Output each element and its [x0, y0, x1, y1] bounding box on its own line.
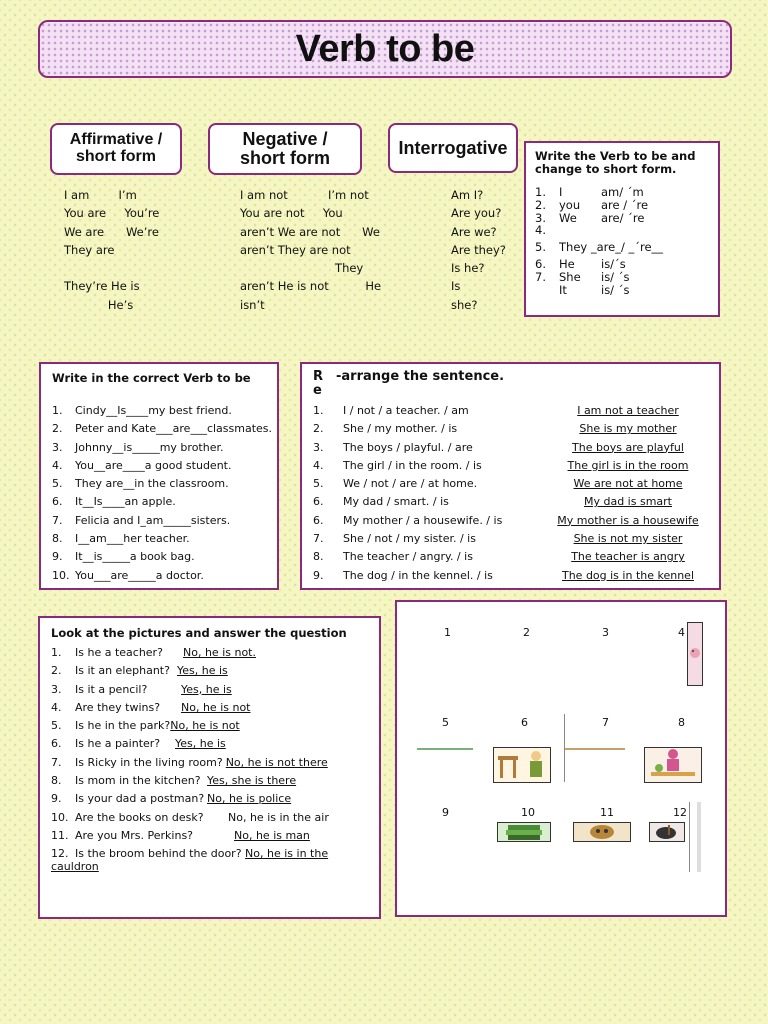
item-answer: is/ ´s	[601, 269, 630, 284]
list-item	[51, 717, 371, 735]
negative-line: isn’t	[240, 297, 265, 312]
picture-5-fragment	[417, 748, 473, 750]
item-answer: __Is____	[82, 495, 125, 509]
short-form-item	[535, 241, 663, 254]
item-answer: ___are___	[156, 422, 207, 436]
picture-questions-exercise	[38, 616, 381, 919]
police-icon	[574, 823, 630, 841]
list-item	[52, 493, 272, 511]
interrogative-label-box	[388, 123, 518, 173]
item-prompt: The teacher / angry. / is	[343, 550, 473, 564]
picture-number: 11	[600, 806, 614, 819]
item-answer: Yes, he is	[175, 737, 226, 751]
affirmative-line: He’s	[64, 297, 134, 312]
item-rest: sisters.	[190, 513, 231, 527]
item-number: 5.	[313, 477, 324, 491]
item-answer: The boys are playful	[572, 440, 684, 454]
picture-questions-list	[51, 644, 371, 873]
short-form-item	[535, 186, 663, 199]
item-question: Is he in the park?	[75, 719, 171, 733]
item-number: 3.	[51, 682, 62, 696]
kitchen-icon	[645, 748, 701, 782]
picture-books-thumbnail	[497, 822, 551, 842]
negative-label-box	[208, 123, 362, 175]
item-answer: No, he is not.	[183, 646, 256, 659]
list-item	[51, 845, 371, 873]
item-rest: in the classroom.	[134, 477, 229, 491]
item-rest: her teacher.	[123, 532, 190, 546]
item-number: 10.	[52, 568, 70, 582]
list-item	[52, 512, 272, 530]
interrogative-line: Is he?	[451, 261, 485, 276]
picture-number: 8	[678, 716, 685, 729]
affirmative-line: You are You’re	[64, 206, 160, 221]
short-form-list	[535, 186, 663, 296]
item-subject: I	[75, 532, 79, 546]
item-number: 9.	[51, 792, 62, 806]
item-subject: Felicia and I	[75, 513, 141, 527]
page-title: Verb to be	[295, 27, 475, 70]
item-number: 7.	[52, 513, 63, 527]
list-item	[313, 512, 713, 530]
item-number: 11.	[51, 828, 69, 842]
item-number: 12.	[51, 847, 69, 861]
list-item	[313, 475, 713, 493]
affirmative-label: Affirmative / short form	[69, 131, 163, 165]
item-answer: is/´s	[601, 256, 626, 271]
correct-verb-exercise	[39, 362, 279, 590]
item-number: 9.	[52, 550, 63, 564]
item-answer: No, he is not	[181, 700, 251, 714]
item-pronoun: It	[559, 282, 567, 297]
item-answer: No, he is not	[170, 719, 240, 733]
list-item	[313, 567, 713, 585]
picture-number: 2	[523, 626, 530, 639]
short-form-item	[535, 199, 663, 212]
picture-number: 1	[444, 626, 451, 639]
item-number: 5.	[51, 719, 62, 733]
item-number: 2.	[52, 422, 63, 436]
item-number: 5.	[535, 240, 546, 255]
picture-kitchen-thumbnail	[644, 747, 702, 783]
correct-verb-title: Write in the correct Verb to be	[52, 371, 251, 385]
item-number: 3.	[313, 440, 324, 454]
picture-12-fragment	[697, 802, 701, 872]
item-number: 4.	[51, 700, 62, 714]
picture-number: 12	[673, 806, 687, 819]
item-prompt: She / my mother. / is	[343, 422, 458, 436]
short-form-item	[535, 284, 663, 297]
item-subject: It	[75, 550, 83, 564]
rearrange-title-letters: R e	[313, 369, 324, 398]
item-answer: ___are_____	[93, 568, 156, 582]
list-item	[52, 402, 272, 420]
item-answer: The dog is in the kennel	[561, 568, 695, 582]
negative-line: I am not I’m not	[240, 188, 369, 202]
list-item	[313, 493, 713, 511]
item-answer: No, he is police	[207, 792, 292, 806]
item-number: 6.	[52, 495, 63, 509]
item-number: 4.	[52, 458, 63, 472]
rearrange-title: -arrange the sentence.	[336, 369, 505, 384]
list-item	[313, 530, 713, 548]
affirmative-list	[64, 186, 214, 314]
item-number: 4.	[313, 458, 324, 472]
affirmative-line: I am I’m	[64, 188, 137, 202]
item-answer: _am_____	[140, 513, 191, 527]
list-item	[52, 567, 272, 585]
item-answer: They _are_/ _´re__	[559, 240, 664, 255]
short-form-item	[535, 224, 663, 237]
picture-police-thumbnail	[573, 822, 631, 842]
item-prompt: My mother / a housewife. / is	[343, 513, 503, 527]
short-form-item	[535, 212, 663, 225]
list-item	[51, 644, 371, 662]
item-answer: Yes, he is	[177, 664, 228, 678]
list-item	[51, 827, 371, 845]
affirmative-line	[64, 259, 214, 277]
interrogative-line: Am I?	[451, 188, 484, 202]
item-prompt: We / not / are / at home.	[343, 477, 478, 491]
item-question: Is the broom behind the door?	[75, 847, 242, 861]
affirmative-line: They’re He is	[64, 279, 140, 294]
carpenter-icon	[494, 748, 550, 782]
interrogative-line: Is	[451, 279, 461, 294]
list-item	[52, 439, 272, 457]
item-number: 1.	[313, 404, 324, 417]
list-item	[52, 457, 272, 475]
item-answer: She is not my sister	[573, 532, 683, 546]
item-number: 6.	[313, 513, 324, 527]
interrogative-line: she?	[451, 297, 478, 312]
item-pronoun: I	[559, 185, 563, 199]
list-item	[52, 548, 272, 566]
item-answer: No, he is in the cauldron	[51, 847, 329, 873]
interrogative-label: Interrogative	[398, 137, 508, 158]
picture-cauldron-thumbnail	[649, 822, 685, 842]
picture-pig-thumbnail	[687, 622, 703, 686]
item-question: Is it an elephant?	[75, 664, 170, 678]
item-answer: The teacher is angry	[571, 550, 685, 564]
item-subject: Cindy	[75, 404, 107, 417]
item-answer: No, he is not there	[225, 755, 328, 769]
list-item	[51, 681, 371, 699]
item-answer: I am not a teacher	[577, 404, 679, 417]
item-answer: __is_____	[82, 550, 130, 564]
item-number: 7.	[313, 532, 324, 546]
picture-7-fragment	[565, 748, 625, 750]
list-item	[51, 699, 371, 717]
item-prompt: She / not / my sister. / is	[343, 532, 476, 546]
interrogative-list	[451, 186, 521, 314]
item-prompt: The dog / in the kennel. / is	[343, 568, 493, 582]
item-number: 10.	[51, 810, 69, 824]
item-number: 2.	[51, 664, 62, 678]
list-item	[51, 809, 371, 827]
item-question: Are the books on desk?	[75, 810, 204, 824]
item-answer: __Is____	[106, 404, 149, 417]
interrogative-line: Are you?	[451, 206, 502, 221]
item-rest: a good student.	[144, 458, 232, 472]
item-answer: __	[123, 477, 135, 491]
picture-number: 4	[678, 626, 685, 639]
item-number	[535, 284, 559, 297]
item-answer: She is my mother	[579, 422, 677, 436]
title-banner	[38, 20, 732, 78]
negative-line: aren’t We are not We	[240, 224, 380, 239]
negative-line: You are not You	[240, 206, 343, 221]
item-answer: No, he is in the air	[228, 810, 329, 824]
negative-label: Negative / short form	[240, 129, 330, 168]
item-answer: My mother is a housewife	[557, 513, 699, 527]
affirmative-line: They are	[64, 242, 115, 257]
picture-number: 7	[602, 716, 609, 729]
item-answer: am/ ´m	[601, 185, 644, 199]
list-item	[51, 662, 371, 680]
short-form-item	[535, 258, 663, 271]
item-number: 7.	[535, 269, 546, 284]
item-answer: __am___	[78, 532, 124, 546]
cauldron-icon	[650, 823, 684, 841]
pig-icon	[688, 623, 702, 685]
picture-number: 10	[521, 806, 535, 819]
negative-line: They	[240, 261, 364, 276]
interrogative-line: Are we?	[451, 224, 497, 239]
item-rest: classmates.	[206, 422, 273, 436]
item-number: 3.	[535, 210, 546, 225]
picture-number: 5	[442, 716, 449, 729]
item-number: 7.	[51, 755, 62, 769]
correct-verb-list	[52, 402, 272, 585]
list-item	[313, 402, 713, 420]
picture-12-divider	[689, 802, 690, 872]
interrogative-line: Are they?	[451, 242, 506, 257]
item-question: Is mom in the kitchen?	[75, 774, 201, 788]
list-item	[313, 457, 713, 475]
item-answer: __are____	[93, 458, 145, 472]
list-item	[52, 420, 272, 438]
short-form-item	[535, 271, 663, 284]
short-form-exercise	[524, 141, 720, 317]
item-answer: Yes, he is	[181, 682, 232, 696]
picture-grid	[395, 600, 727, 917]
picture-number: 9	[442, 806, 449, 819]
item-answer: We are not at home	[573, 477, 683, 491]
item-number: 2.	[535, 197, 546, 212]
item-number: 3.	[52, 440, 63, 454]
item-prompt: The boys / playful. / are	[343, 440, 473, 454]
item-pronoun: She	[559, 269, 581, 284]
item-rest: my best friend.	[148, 404, 232, 417]
item-subject: Peter and Kate	[75, 422, 157, 436]
negative-list	[240, 186, 440, 314]
item-prompt: I / not / a teacher. / am	[343, 404, 469, 417]
item-number: 5.	[52, 477, 63, 491]
item-subject: They are	[75, 477, 124, 491]
item-subject: Johnny	[75, 440, 113, 454]
item-answer: No, he is man	[234, 828, 310, 842]
item-subject: You	[75, 568, 94, 582]
item-question: Are they twins?	[75, 700, 161, 714]
item-subject: It	[75, 495, 83, 509]
item-rest: a book bag.	[129, 550, 195, 564]
list-item	[313, 548, 713, 566]
item-answer: are/ ´re	[601, 210, 645, 225]
item-number: 6.	[313, 495, 324, 509]
list-item	[51, 772, 371, 790]
item-number: 8.	[51, 774, 62, 788]
item-number: 1.	[52, 404, 63, 417]
item-pronoun: you	[559, 197, 581, 212]
item-question: Is Ricky in the living room?	[75, 755, 223, 769]
negative-line: aren’t He is not He	[240, 279, 382, 294]
list-item	[313, 439, 713, 457]
list-item	[51, 790, 371, 808]
item-number: 6.	[51, 737, 62, 751]
item-question: Are you Mrs. Perkins?	[75, 828, 194, 842]
picture-number: 6	[521, 716, 528, 729]
item-rest: my brother.	[159, 440, 224, 454]
item-number: 6.	[535, 256, 546, 271]
rearrange-exercise	[300, 362, 721, 590]
item-prompt: My dad / smart. / is	[343, 495, 449, 509]
item-subject: You	[75, 458, 94, 472]
item-number: 9.	[313, 568, 324, 582]
item-answer: are / ´re	[601, 197, 649, 212]
list-item	[52, 475, 272, 493]
item-question: Is he a teacher?	[75, 646, 163, 659]
list-item	[313, 420, 713, 438]
item-question: Is he a painter?	[75, 737, 161, 751]
item-prompt: The girl / in the room. / is	[343, 458, 482, 472]
item-answer: The girl is in the room	[567, 458, 689, 472]
item-answer: Yes, she is there	[207, 774, 297, 788]
item-answer: My dad is smart	[583, 495, 672, 509]
item-pronoun: He	[559, 256, 575, 271]
item-answer: is/ ´s	[601, 282, 630, 297]
item-number: 1.	[51, 646, 62, 659]
rearrange-list	[313, 402, 713, 585]
affirmative-label-box	[50, 123, 182, 175]
picture-grid-bottom-strip	[565, 902, 689, 914]
item-number: 1.	[535, 185, 546, 199]
item-number: 4.	[535, 223, 546, 238]
negative-line: aren’t They are not	[240, 242, 351, 257]
picture-carpenter-thumbnail	[493, 747, 551, 783]
item-answer: __is_____	[112, 440, 160, 454]
item-rest: an apple.	[124, 495, 176, 509]
item-rest: a doctor.	[155, 568, 204, 582]
books-icon	[498, 823, 550, 841]
item-number: 8.	[52, 532, 63, 546]
picture-number: 3	[602, 626, 609, 639]
short-form-title: Write the Verb to be and change to short form.	[535, 149, 696, 176]
item-pronoun: We	[559, 210, 577, 225]
affirmative-line: We are We’re	[64, 224, 159, 239]
item-question: Is your dad a postman?	[75, 792, 205, 806]
item-question: Is it a pencil?	[75, 682, 148, 696]
item-number: 8.	[313, 550, 324, 564]
item-number: 2.	[313, 422, 324, 436]
list-item	[51, 754, 371, 772]
list-item	[52, 530, 272, 548]
picture-questions-title: Look at the pictures and answer the question	[51, 626, 347, 640]
list-item	[51, 735, 371, 753]
